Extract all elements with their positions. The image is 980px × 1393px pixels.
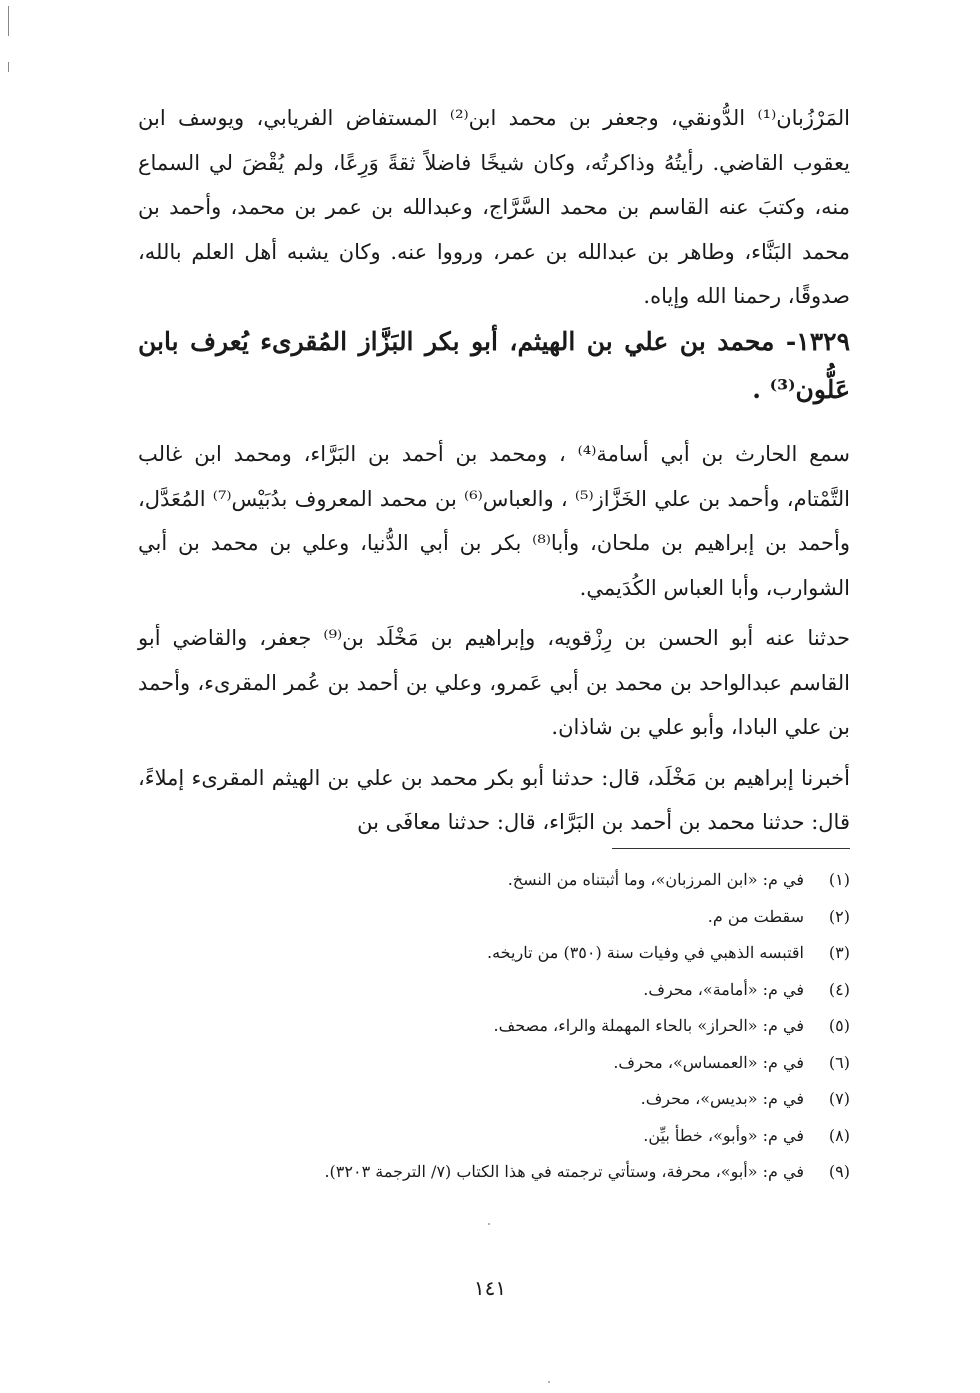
entry-body-block <box>138 432 850 851</box>
footnote-text: في م: «بديس»، محرف. <box>640 1089 804 1108</box>
footnote-text: في م: «ابن المرزبان»، وما أثبتناه من النسخ. <box>507 870 804 889</box>
footnote-number: (٥) <box>828 1016 850 1035</box>
footnote-number: (٨) <box>828 1125 850 1145</box>
page-number: ١٤١ <box>473 1276 507 1300</box>
footnote-item <box>180 1008 850 1045</box>
footnote-item <box>180 1154 850 1191</box>
footnote-number: (١) <box>828 870 850 889</box>
footnote-text: في م: «أمامة»، محرف. <box>643 979 804 999</box>
scan-speck <box>488 1223 490 1225</box>
footnote-number: (٢) <box>828 906 850 926</box>
footnote-text: في م: «وأبو»، خطأ بيِّن. <box>643 1125 804 1145</box>
footnote-text: في م: «العمساس»، محرف. <box>613 1052 804 1072</box>
scan-edge-mark <box>8 6 9 36</box>
footnote-text: في م: «الحراز» بالحاء المهملة والراء، مصحف. <box>493 1016 804 1035</box>
entry-heading: ١٣٢٩- محمد بن علي بن الهيثم، أبو بكر البَزَّاز المُقرىء يُعرف بابن عَلُّون⁽³⁾ . <box>138 327 850 404</box>
scan-speck <box>548 1381 550 1383</box>
body-paragraph: أخبرنا إبراهيم بن مَخْلَد، قال: حدثنا أبو بكر محمد بن علي بن الهيثم المقرىء إملاءً، قال: حدثنا محمد بن أحمد بن البَرَّاء، قال: حدثنا معافَى بن <box>138 765 850 834</box>
footnote-number: (٩) <box>828 1162 850 1181</box>
footnote-item <box>180 899 850 936</box>
opening-paragraph-block <box>138 96 850 325</box>
footnote-separator <box>612 848 850 849</box>
footnote-text: اقتبسه الذهبي في وفيات سنة (٣٥٠) من تاريخه. <box>487 943 804 962</box>
body-paragraph: المَرْزُبان⁽¹⁾ الدُّونقي، وجعفر بن محمد ابن⁽²⁾ المستفاض الفريابي، ويوسف ابن يعقوب القاضي. رأيتُهُ وذاكرتُه، وكان شيخًا فاضلاً ثقةً وَرِعًا، ولم يُقْضَ لي السماع منه، وكتبَ عنه القاسم بن محمد السَّرَّاج، وعبدالله بن عمر بن محمد، وأحمد بن محمد البَنَّاء، وطاهر بن عبدالله بن عمر، ورووا عنه. وكان يشبه أهل العلم بالله، صدوقًا، رحمنا الله وإياه. <box>138 106 851 308</box>
footnote-item <box>180 862 850 899</box>
footnote-number: (٦) <box>828 1052 850 1072</box>
footnote-item <box>180 1081 850 1118</box>
footnote-number: (٧) <box>828 1089 850 1108</box>
footnote-item <box>180 1045 850 1082</box>
body-paragraph: سمع الحارث بن أبي أسامة⁽⁴⁾ ، ومحمد بن أحمد بن البَرَّاء، ومحمد ابن غالب التَّمْتام، وأحمد بن علي الخَزَّاز⁽⁵⁾ ، والعباس⁽⁶⁾ بن محمد المعروف بدُبَيْس⁽⁷⁾ المُعَدَّل، وأحمد بن إبراهيم بن ملحان، وأبا⁽⁸⁾ بكر بن أبي الدُّنيا، وعلي بن محمد بن أبي الشوارب، وأبا العباس الكُدَيمي. <box>138 442 851 600</box>
scan-edge-mark <box>8 62 9 72</box>
footnote-item <box>180 1118 850 1155</box>
body-paragraph: حدثنا عنه أبو الحسن بن رِزْقويه، وإبراهيم بن مَخْلَد بن⁽⁹⁾ جعفر، والقاضي أبو القاسم عبدالواحد بن محمد بن أبي عَمرو، وعلي بن أحمد بن عُمر المقرىء، وأحمد بن علي البادا، وأبو علي بن شاذان. <box>138 626 851 739</box>
footnote-number: (٤) <box>828 979 850 999</box>
footnote-number: (٣) <box>828 943 850 962</box>
footnote-item <box>180 935 850 972</box>
footnotes-list <box>180 862 850 1191</box>
footnote-text: في م: «أبو»، محرفة، وستأتي ترجمته في هذا الكتاب (٧/ الترجمة ٣٢٠٣). <box>324 1162 804 1181</box>
footnote-text: سقطت من م. <box>707 906 804 926</box>
footnote-item <box>180 972 850 1009</box>
